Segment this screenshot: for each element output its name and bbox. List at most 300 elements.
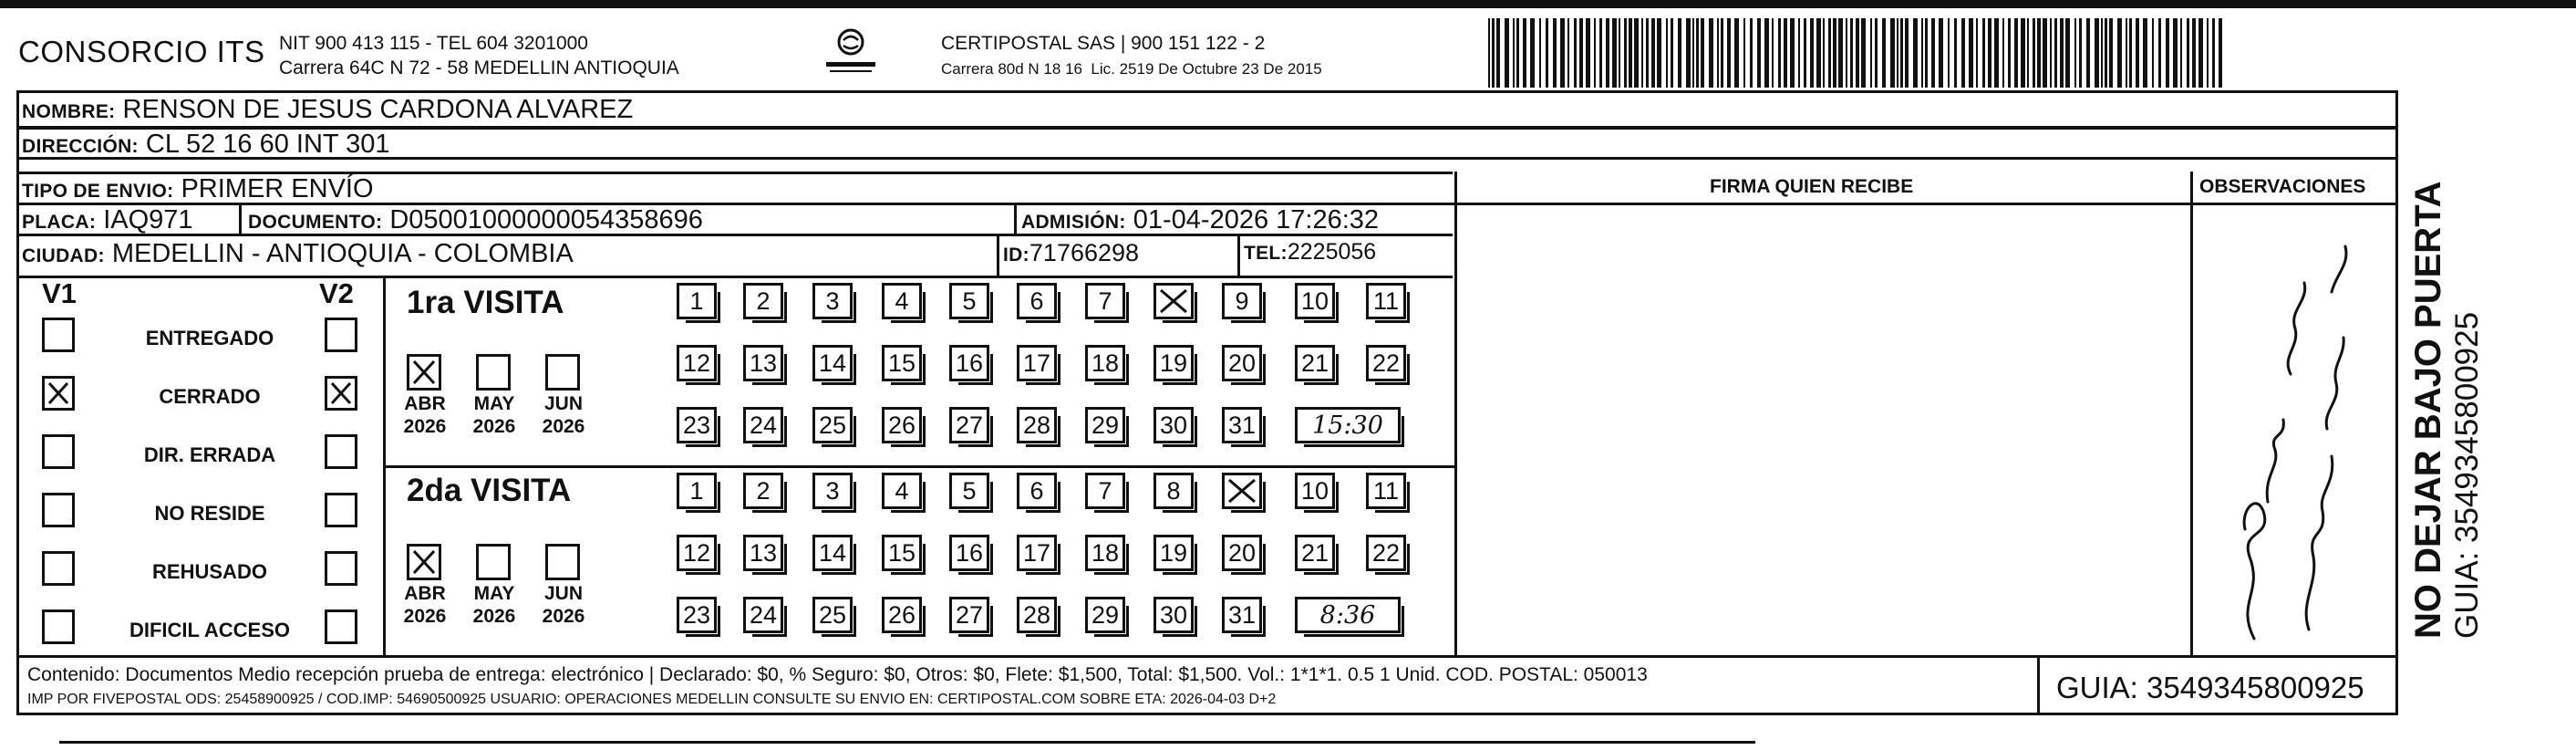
barcode-bar [1574, 18, 1577, 88]
day-box [1085, 407, 1125, 443]
status-label: DIR. ERRADA [143, 443, 276, 466]
day-box [677, 283, 717, 319]
visit2-title: 2da VISITA [407, 473, 572, 508]
id-label: ID: [1003, 245, 1029, 266]
day-number: 19 [1159, 538, 1188, 567]
top-border [0, 0, 2576, 8]
day-number: 4 [895, 476, 909, 505]
day-box [1154, 473, 1194, 509]
barcode-bar [1994, 18, 1999, 88]
day-number: 2 [756, 286, 771, 315]
barcode-bar [1709, 18, 1713, 88]
day-crossed-icon [1225, 475, 1259, 506]
barcode-bar [1823, 18, 1825, 88]
day-number: 27 [955, 411, 984, 439]
v2-label: V2 [319, 277, 354, 309]
barcode-bar [1976, 18, 1978, 88]
barcode-bar [2060, 18, 2064, 88]
barcode-bar [2002, 18, 2004, 88]
firma-header: FIRMA QUIEN RECIBE [1710, 176, 1914, 197]
day-number: 26 [887, 600, 916, 629]
day-number: 22 [1371, 349, 1401, 377]
carrier-license: Carrera 80d N 18 16 Lic. 2519 De Octubre 23 De 2015 [941, 60, 1322, 78]
v1-checkbox [42, 318, 75, 352]
day-number: 28 [1022, 411, 1051, 439]
day-number: 30 [1159, 411, 1188, 439]
barcode-bar [1505, 18, 1509, 88]
documento-value: D05001000000054358696 [389, 205, 703, 234]
day-number: 7 [1098, 476, 1112, 505]
day-box [1295, 283, 1335, 319]
day-box [1366, 283, 1406, 319]
barcode-bar [2198, 18, 2203, 88]
barcode-bar [1905, 18, 1909, 88]
v2-checkbox [325, 318, 357, 352]
day-number: 25 [818, 411, 847, 439]
day-box [1366, 535, 1406, 571]
visit1-title: 1ra VISITA [407, 285, 564, 320]
day-number: 22 [1371, 538, 1401, 567]
barcode-bar [1488, 18, 1490, 88]
day-box [1366, 345, 1406, 381]
day-number: 15 [887, 538, 916, 567]
barcode-bar [1875, 18, 1878, 88]
barcode-bar [2117, 18, 2122, 88]
day-number: 21 [1300, 538, 1329, 567]
side-warning: NO DEJAR BAJO PUERTA [2408, 181, 2448, 639]
barcode-bar [2166, 18, 2169, 88]
tipo-envio-field [22, 174, 374, 204]
barcode-bar [1897, 18, 1898, 88]
day-number: 21 [1300, 349, 1329, 377]
day-box [1154, 345, 1194, 381]
day-box [812, 535, 853, 571]
day-number: 3 [825, 286, 840, 315]
day-box [1017, 407, 1057, 443]
barcode-bar [2173, 18, 2178, 88]
barcode-bar [1954, 18, 1957, 88]
day-box [1295, 473, 1335, 509]
barcode-bar [1530, 18, 1535, 88]
barcode-bar [2050, 18, 2052, 88]
day-number: 19 [1159, 349, 1188, 377]
barcode-bar [1790, 18, 1795, 88]
day-box [677, 473, 717, 509]
day-number: 24 [749, 600, 778, 629]
day-box [812, 473, 853, 509]
barcode-bar [1734, 18, 1739, 88]
barcode-bar [1696, 18, 1699, 88]
day-box [743, 473, 783, 509]
barcode-bar [1657, 18, 1661, 88]
checkmark-x-icon [45, 379, 72, 408]
day-box [743, 407, 783, 443]
day-box [949, 345, 989, 381]
barcode-bar [1567, 18, 1569, 88]
day-box [1017, 283, 1057, 319]
day-number: 8 [1166, 476, 1181, 505]
v2-checkbox [325, 434, 357, 469]
day-box [677, 535, 717, 571]
bottom-rule [59, 741, 1755, 744]
day-box [882, 407, 922, 443]
day-box [882, 597, 922, 633]
day-number: 11 [1372, 476, 1400, 505]
day-box [882, 535, 922, 571]
barcode-bar [1594, 18, 1596, 88]
ciudad-value: MEDELLIN - ANTIOQUIA - COLOMBIA [111, 239, 574, 268]
day-box [1222, 597, 1262, 633]
tel-value: 2225056 [1287, 239, 1377, 265]
barcode-bar [2043, 18, 2047, 88]
day-number: 17 [1022, 538, 1051, 567]
barcode-bar [1599, 18, 1602, 88]
barcode-bar [1579, 18, 1583, 88]
barcode-bar [2079, 18, 2082, 88]
barcode-bar [1513, 18, 1515, 88]
time-box: 8:36 [1295, 597, 1401, 633]
day-box [812, 407, 853, 443]
barcode-bar [1913, 18, 1918, 88]
barcode-bar [2105, 18, 2107, 88]
day-box [949, 597, 989, 633]
barcode-bar [1634, 18, 1639, 88]
barcode-bar [1988, 18, 1991, 88]
admision-label: ADMISIÓN: [1021, 212, 1126, 233]
day-number: 31 [1227, 600, 1257, 629]
admision-field [1021, 205, 1379, 235]
day-number: 31 [1227, 411, 1257, 439]
barcode-bar [1721, 18, 1723, 88]
status-label: CERRADO [159, 385, 261, 408]
day-number: 26 [887, 411, 916, 439]
handwritten-observation [2199, 237, 2359, 648]
day-number: 2 [756, 476, 771, 505]
day-box [1085, 535, 1125, 571]
day-number: 15 [887, 349, 916, 377]
direccion-field [22, 130, 390, 160]
nombre-value: RENSON DE JESUS CARDONA ALVAREZ [122, 95, 634, 124]
side-guia: GUIA: 3549345800925 [2449, 311, 2485, 639]
carrier-name: CERTIPOSTAL SAS | 900 151 122 - 2 [941, 33, 1266, 54]
barcode-bar [2126, 18, 2127, 88]
month-label: ABR 2026 [403, 393, 447, 437]
barcode-bar [1804, 18, 1806, 88]
day-number: 20 [1227, 349, 1257, 377]
day-number: 29 [1091, 411, 1120, 439]
day-box [949, 283, 989, 319]
v1-checkbox [42, 376, 75, 411]
barcode-bar [1546, 18, 1548, 88]
barcode [1488, 18, 2225, 88]
day-number: 6 [1029, 286, 1044, 315]
status-label: DIFICIL ACCESO [129, 619, 290, 641]
barcode-bar [1861, 18, 1866, 88]
barcode-bar [1828, 18, 1831, 88]
footer-print-info: IMP POR FIVEPOSTAL ODS: 25458900925 / COD.IMP: 54690500925 USUARIO: OPERACIONES MEDELLIN CONSULTE SU ENVIO EN: CERTIPOSTAL.COM SOBRE ETA: 2026-04-03 D+2 [27, 692, 1277, 707]
barcode-bar [2101, 18, 2103, 88]
admision-value: 01-04-2026 17:26:32 [1133, 205, 1380, 234]
barcode-bar [1612, 18, 1617, 88]
barcode-bar [1492, 18, 1495, 88]
day-box [1085, 597, 1125, 633]
ciudad-field [22, 239, 574, 269]
barcode-bar [1982, 18, 1985, 88]
documento-label: DOCUMENTO: [248, 212, 383, 233]
day-number: 1 [689, 476, 704, 505]
status-label: REHUSADO [152, 560, 267, 583]
day-number: 11 [1372, 286, 1400, 315]
barcode-bar [1969, 18, 1973, 88]
v1-checkbox [42, 493, 75, 527]
day-box [1085, 473, 1125, 509]
observaciones-header: OBSERVACIONES [2199, 176, 2366, 197]
tipo-envio-value: PRIMER ENVÍO [181, 174, 374, 203]
day-box [1366, 473, 1406, 509]
barcode-bar [2143, 18, 2147, 88]
barcode-bar [1553, 18, 1557, 88]
barcode-bar [1651, 18, 1655, 88]
day-number: 23 [682, 600, 711, 629]
day-box [1017, 473, 1057, 509]
month-checkbox [545, 354, 580, 391]
barcode-bar [1560, 18, 1565, 88]
barcode-bar [2033, 18, 2035, 88]
day-box [882, 473, 922, 509]
certipostal-logo [819, 26, 883, 80]
barcode-bar [1870, 18, 1872, 88]
day-number: 27 [955, 600, 984, 629]
barcode-bar [1606, 18, 1609, 88]
placa-field [22, 205, 193, 235]
day-box [743, 283, 783, 319]
barcode-bar [2136, 18, 2139, 88]
direccion-value: CL 52 16 60 INT 301 [145, 130, 390, 159]
id-field [1003, 239, 1139, 267]
barcode-bar [2207, 18, 2209, 88]
barcode-bar [1772, 18, 1774, 88]
day-box [1085, 345, 1125, 381]
barcode-bar [1810, 18, 1814, 88]
day-box [1295, 535, 1335, 571]
barcode-bar [2086, 18, 2090, 88]
day-box [1154, 283, 1194, 319]
day-number: 5 [962, 476, 977, 505]
barcode-bar [1850, 18, 1853, 88]
barcode-bar [1856, 18, 1859, 88]
day-number: 17 [1022, 349, 1051, 377]
day-box [1222, 535, 1262, 571]
barcode-bar [2187, 18, 2189, 88]
day-number: 10 [1300, 286, 1329, 315]
barcode-bar [2192, 18, 2196, 88]
barcode-bar [1701, 18, 1704, 88]
tel-label: TEL: [1244, 243, 1288, 264]
time-box: 15:30 [1295, 407, 1401, 443]
v1-checkbox [42, 551, 75, 586]
documento-field [248, 205, 703, 235]
day-number: 18 [1091, 349, 1120, 377]
company-name: CONSORCIO ITS [18, 35, 265, 68]
day-box [812, 283, 853, 319]
day-number: 25 [818, 600, 847, 629]
day-number: 6 [1029, 476, 1044, 505]
month-label: JUN 2026 [542, 583, 585, 627]
barcode-bar [2037, 18, 2041, 88]
barcode-bar [2021, 18, 2025, 88]
barcode-bar [2109, 18, 2113, 88]
day-number: 20 [1227, 538, 1257, 567]
day-number: 30 [1159, 600, 1188, 629]
day-box [1017, 535, 1057, 571]
barcode-bar [1882, 18, 1886, 88]
day-box [1295, 345, 1335, 381]
day-box [1017, 345, 1057, 381]
barcode-bar [1900, 18, 1903, 88]
barcode-bar [1646, 18, 1649, 88]
day-number: 18 [1091, 538, 1120, 567]
v2-checkbox [325, 609, 357, 644]
day-box [743, 597, 783, 633]
barcode-bar [1624, 18, 1627, 88]
day-number: 13 [749, 538, 778, 567]
barcode-bar [1586, 18, 1590, 88]
barcode-bar [1838, 18, 1843, 88]
tipo-envio-label: TIPO DE ENVIO: [22, 181, 174, 202]
day-number: 23 [682, 411, 711, 439]
barcode-bar [1743, 18, 1745, 88]
month-label: ABR 2026 [403, 583, 447, 627]
day-number: 7 [1098, 286, 1112, 315]
barcode-bar [1727, 18, 1731, 88]
footer-guia: GUIA: 3549345800925 [2056, 671, 2364, 704]
month-checkbox [407, 544, 441, 580]
barcode-bar [2008, 18, 2011, 88]
direccion-label: DIRECCIÓN: [22, 136, 139, 157]
barcode-bar [1717, 18, 1719, 88]
barcode-bar [2219, 18, 2222, 88]
day-number: 12 [682, 349, 711, 377]
day-number: 9 [1235, 286, 1249, 315]
month-label: MAY 2026 [472, 583, 516, 627]
day-box [743, 345, 783, 381]
month-checkbox [545, 544, 580, 580]
barcode-bar [1833, 18, 1836, 88]
day-box [677, 407, 717, 443]
day-box [743, 535, 783, 571]
day-number: 24 [749, 411, 778, 439]
barcode-bar [1798, 18, 1800, 88]
day-box [882, 283, 922, 319]
day-box [1222, 407, 1262, 443]
month-checkbox [407, 354, 441, 391]
barcode-bar [1692, 18, 1694, 88]
day-box [949, 473, 989, 509]
barcode-bar [2014, 18, 2018, 88]
v1-checkbox [42, 609, 75, 644]
barcode-bar [2054, 18, 2057, 88]
day-box [949, 407, 989, 443]
day-number: 13 [749, 349, 778, 377]
checkmark-x-icon [409, 547, 439, 578]
month-checkbox [476, 354, 511, 391]
day-number: 4 [895, 286, 909, 315]
day-number: 10 [1300, 476, 1329, 505]
company-address: Carrera 64C N 72 - 58 MEDELLIN ANTIOQUIA [279, 57, 679, 78]
v1-label: V1 [42, 277, 77, 309]
day-box [1154, 535, 1194, 571]
barcode-bar [2158, 18, 2161, 88]
day-box [1017, 597, 1057, 633]
barcode-bar [2180, 18, 2182, 88]
day-number: 29 [1091, 600, 1120, 629]
barcode-bar [1846, 18, 1847, 88]
side-warning-block [2407, 181, 2486, 639]
day-number: 14 [818, 538, 847, 567]
day-number: 14 [818, 349, 847, 377]
barcode-bar [2027, 18, 2029, 88]
month-label: MAY 2026 [472, 393, 516, 437]
tel-field [1244, 239, 1376, 266]
barcode-bar [1925, 18, 1928, 88]
company-nit: NIT 900 413 115 - TEL 604 3201000 [279, 33, 588, 54]
day-box [677, 597, 717, 633]
barcode-bar [1516, 18, 1519, 88]
barcode-bar [1778, 18, 1781, 88]
barcode-bar [1764, 18, 1769, 88]
v2-checkbox [325, 493, 357, 527]
nombre-field [22, 95, 633, 125]
id-value: 71766298 [1029, 239, 1140, 266]
barcode-bar [1523, 18, 1526, 88]
day-box [677, 345, 717, 381]
status-label: NO RESIDE [154, 502, 265, 525]
checkmark-x-icon [409, 357, 439, 388]
day-box [1085, 283, 1125, 319]
day-box [812, 345, 853, 381]
day-crossed-icon [1156, 286, 1191, 317]
day-number: 1 [689, 286, 704, 315]
barcode-bar [1671, 18, 1673, 88]
barcode-bar [2212, 18, 2215, 88]
placa-value: IAQ971 [103, 205, 193, 234]
day-number: 5 [962, 286, 977, 315]
barcode-bar [2095, 18, 2099, 88]
month-checkbox [476, 544, 511, 580]
placa-label: PLACA: [22, 212, 97, 233]
checkmark-x-icon [327, 379, 355, 408]
barcode-bar [1496, 18, 1500, 88]
day-box [1154, 407, 1194, 443]
barcode-bar [1948, 18, 1950, 88]
barcode-bar [2065, 18, 2070, 88]
ciudad-label: CIUDAD: [22, 245, 105, 266]
barcode-bar [1939, 18, 1943, 88]
barcode-bar [1666, 18, 1668, 88]
barcode-bar [1619, 18, 1620, 88]
v2-checkbox [325, 376, 357, 411]
day-number: 3 [825, 476, 840, 505]
day-number: 28 [1022, 600, 1051, 629]
status-label: ENTREGADO [145, 327, 274, 349]
barcode-bar [1686, 18, 1691, 88]
v2-checkbox [325, 551, 357, 586]
day-number: 16 [955, 349, 984, 377]
day-number: 16 [955, 538, 984, 567]
footer-contents: Contenido: Documentos Medio recepción prueba de entrega: electrónico | Declarado: $0, % Seguro: $0, Otros: $0, Flete: $1,500, Total: $1,500. Vol.: 1*1*1. 0.5 1 Unid. COD. POSTAL: 050013 [27, 664, 1648, 685]
nombre-label: NOMBRE: [22, 101, 116, 122]
day-box [882, 345, 922, 381]
